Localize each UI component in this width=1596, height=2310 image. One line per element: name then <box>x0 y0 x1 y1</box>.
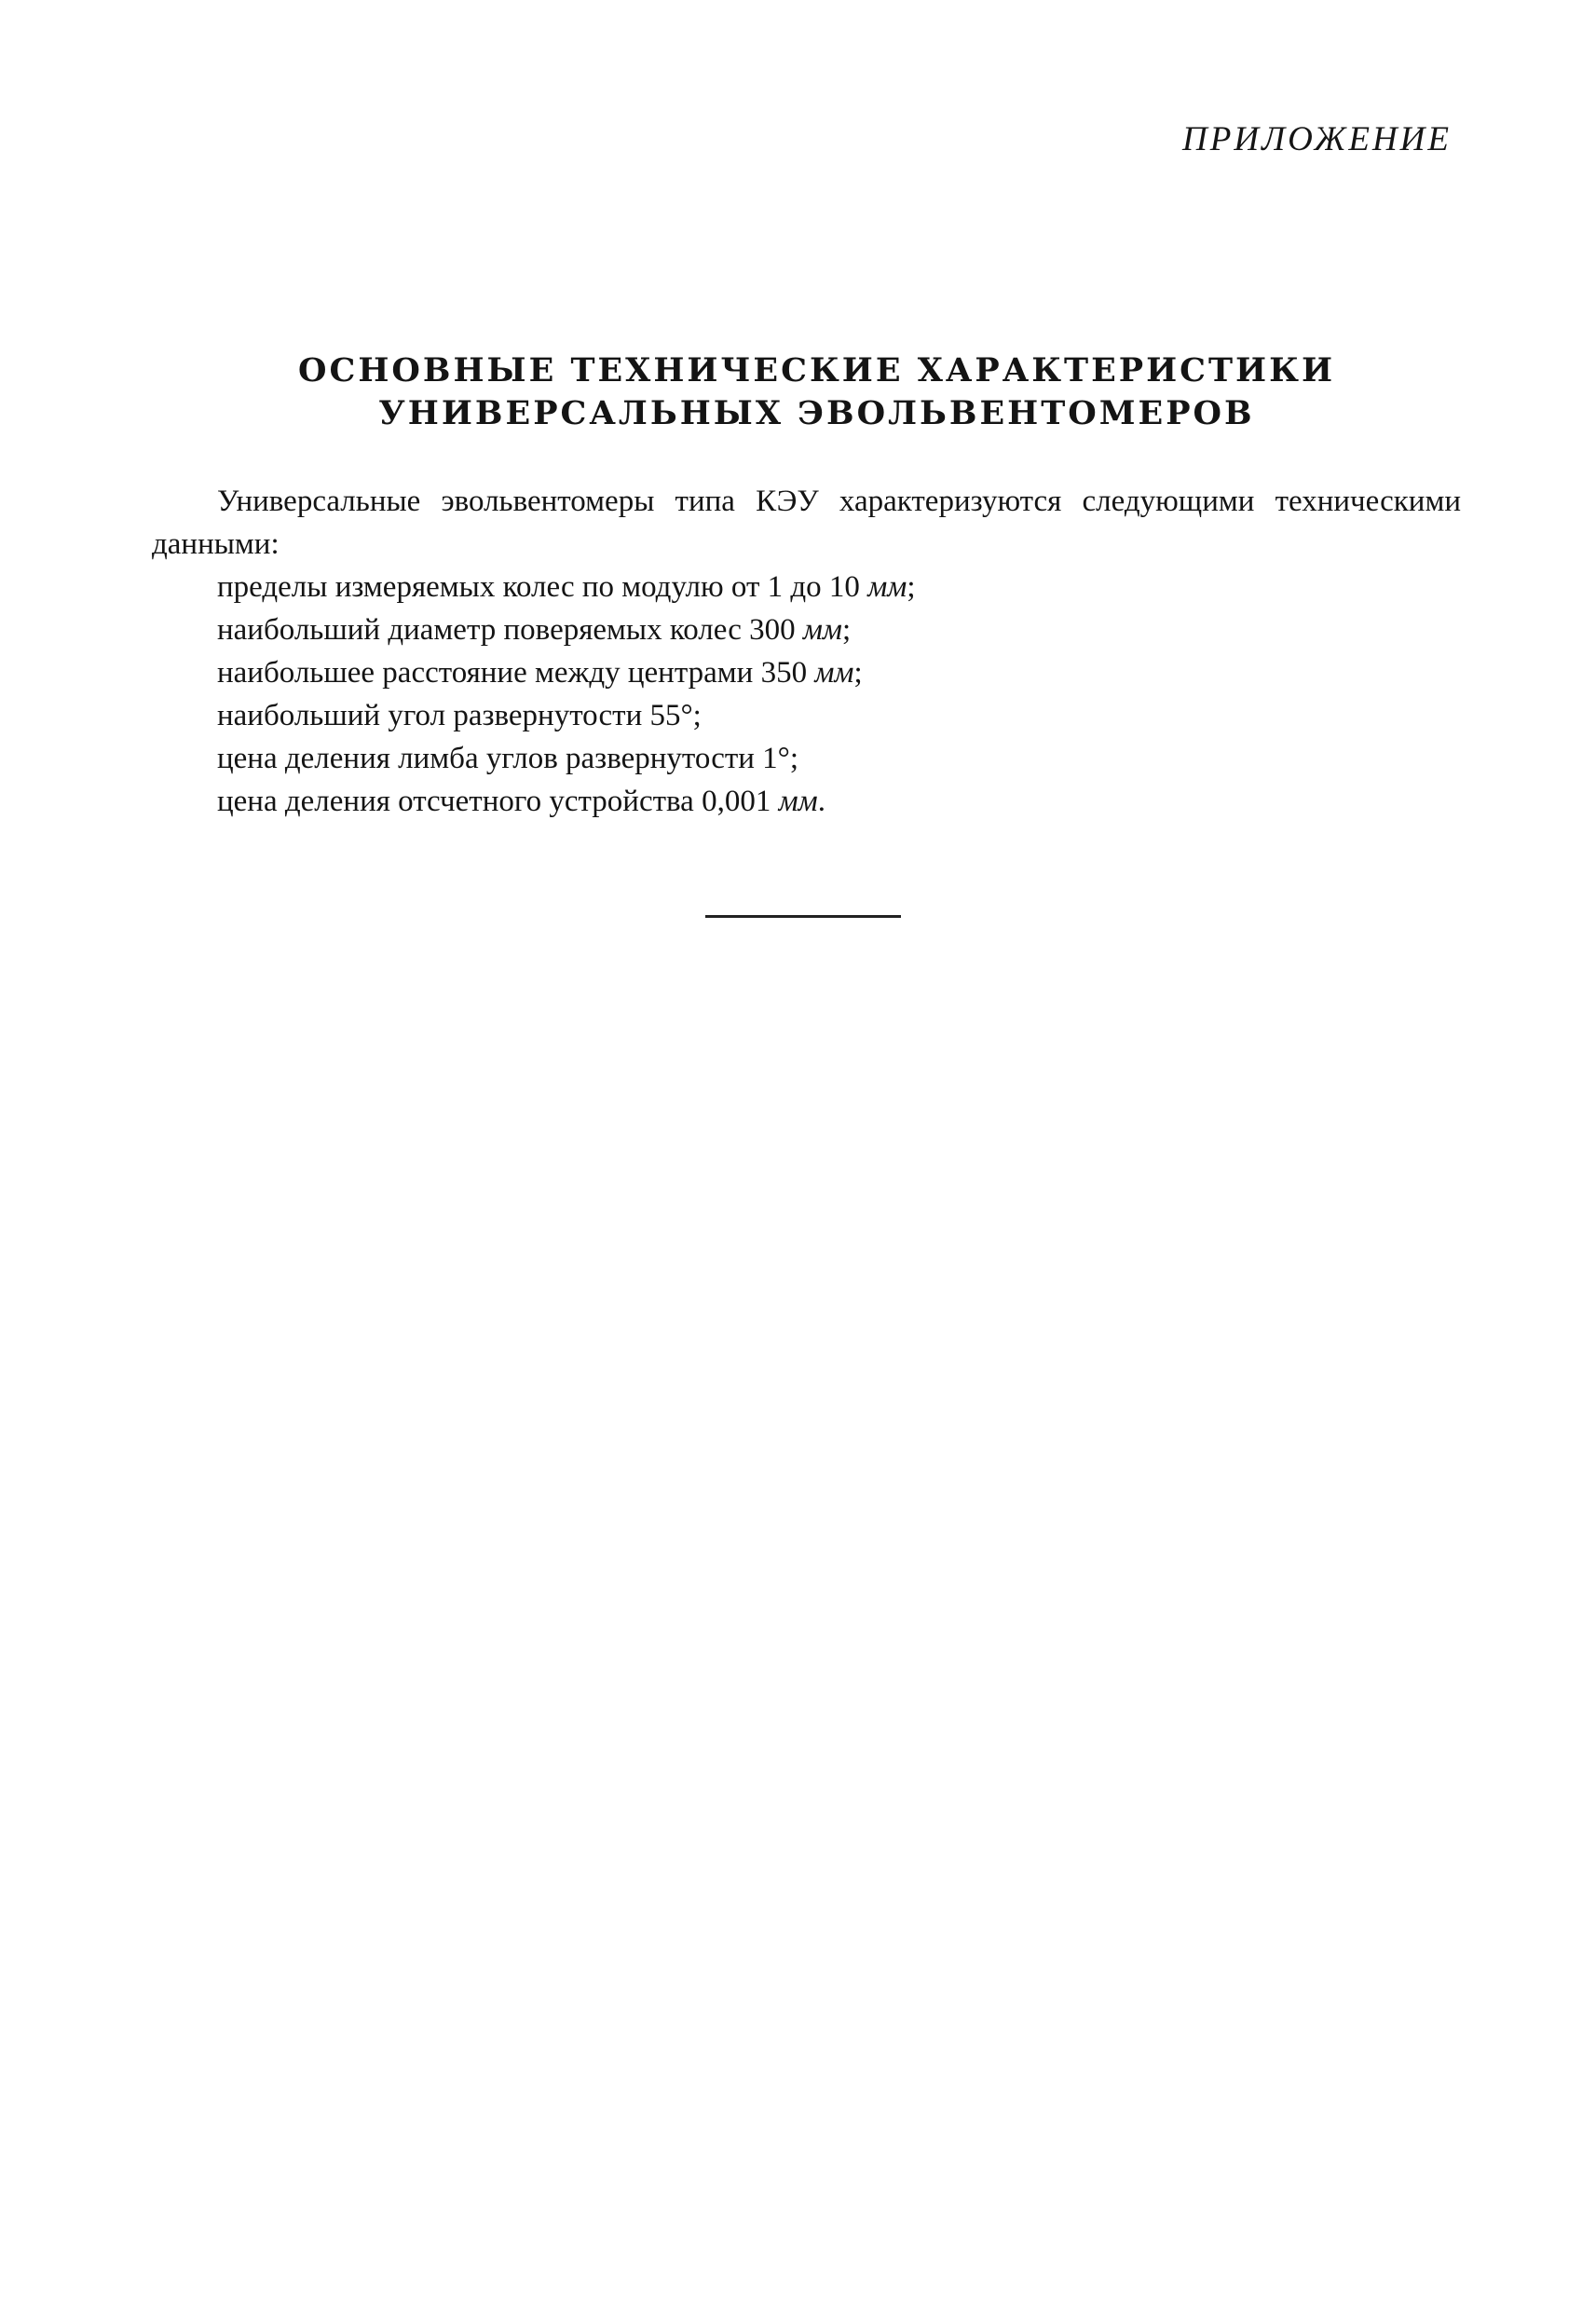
title-line-2: УНИВЕРСАЛЬНЫХ ЭВОЛЬВЕНТОМЕРОВ <box>378 394 1255 432</box>
spec-item-reading-division <box>152 780 1461 823</box>
document-title <box>0 349 1596 435</box>
spec-text: пределы измеряемых колес по модулю от 1 до 10 <box>217 570 868 604</box>
spec-end: . <box>817 785 825 818</box>
spec-item-max-angle <box>152 694 1461 737</box>
spec-unit: мм <box>778 785 818 818</box>
spec-text: наибольший угол развернутости 55°; <box>217 699 702 732</box>
intro-paragraph: Универсальные эвольвентомеры типа КЭУ характеризуются следующими техническими данными: <box>152 485 1461 561</box>
spec-item-max-diameter <box>152 608 1461 651</box>
end-divider <box>705 915 901 918</box>
spec-end: ; <box>853 656 863 690</box>
spec-end: ; <box>841 613 852 647</box>
spec-text: цена деления лимба углов развернутости 1°; <box>217 742 799 775</box>
title-line-1: ОСНОВНЫЕ ТЕХНИЧЕСКИЕ ХАРАКТЕРИСТИКИ <box>297 351 1336 390</box>
spec-item-module-range <box>152 566 1461 608</box>
specifications-section <box>152 480 1461 823</box>
appendix-label: ПРИЛОЖЕНИЕ <box>1182 120 1452 158</box>
spec-item-dial-division <box>152 737 1461 780</box>
spec-text: наибольший диаметр поверяемых колес 300 <box>217 613 803 647</box>
spec-text: цена деления отсчетного устройства 0,001 <box>217 785 779 818</box>
spec-unit: мм <box>802 613 842 647</box>
spec-text: наибольшее расстояние между центрами 350 <box>217 656 815 690</box>
spec-item-center-distance <box>152 651 1461 694</box>
spec-unit: мм <box>814 656 854 690</box>
spec-unit: мм <box>867 570 907 604</box>
spec-list <box>152 566 1461 823</box>
spec-end: ; <box>907 570 916 604</box>
